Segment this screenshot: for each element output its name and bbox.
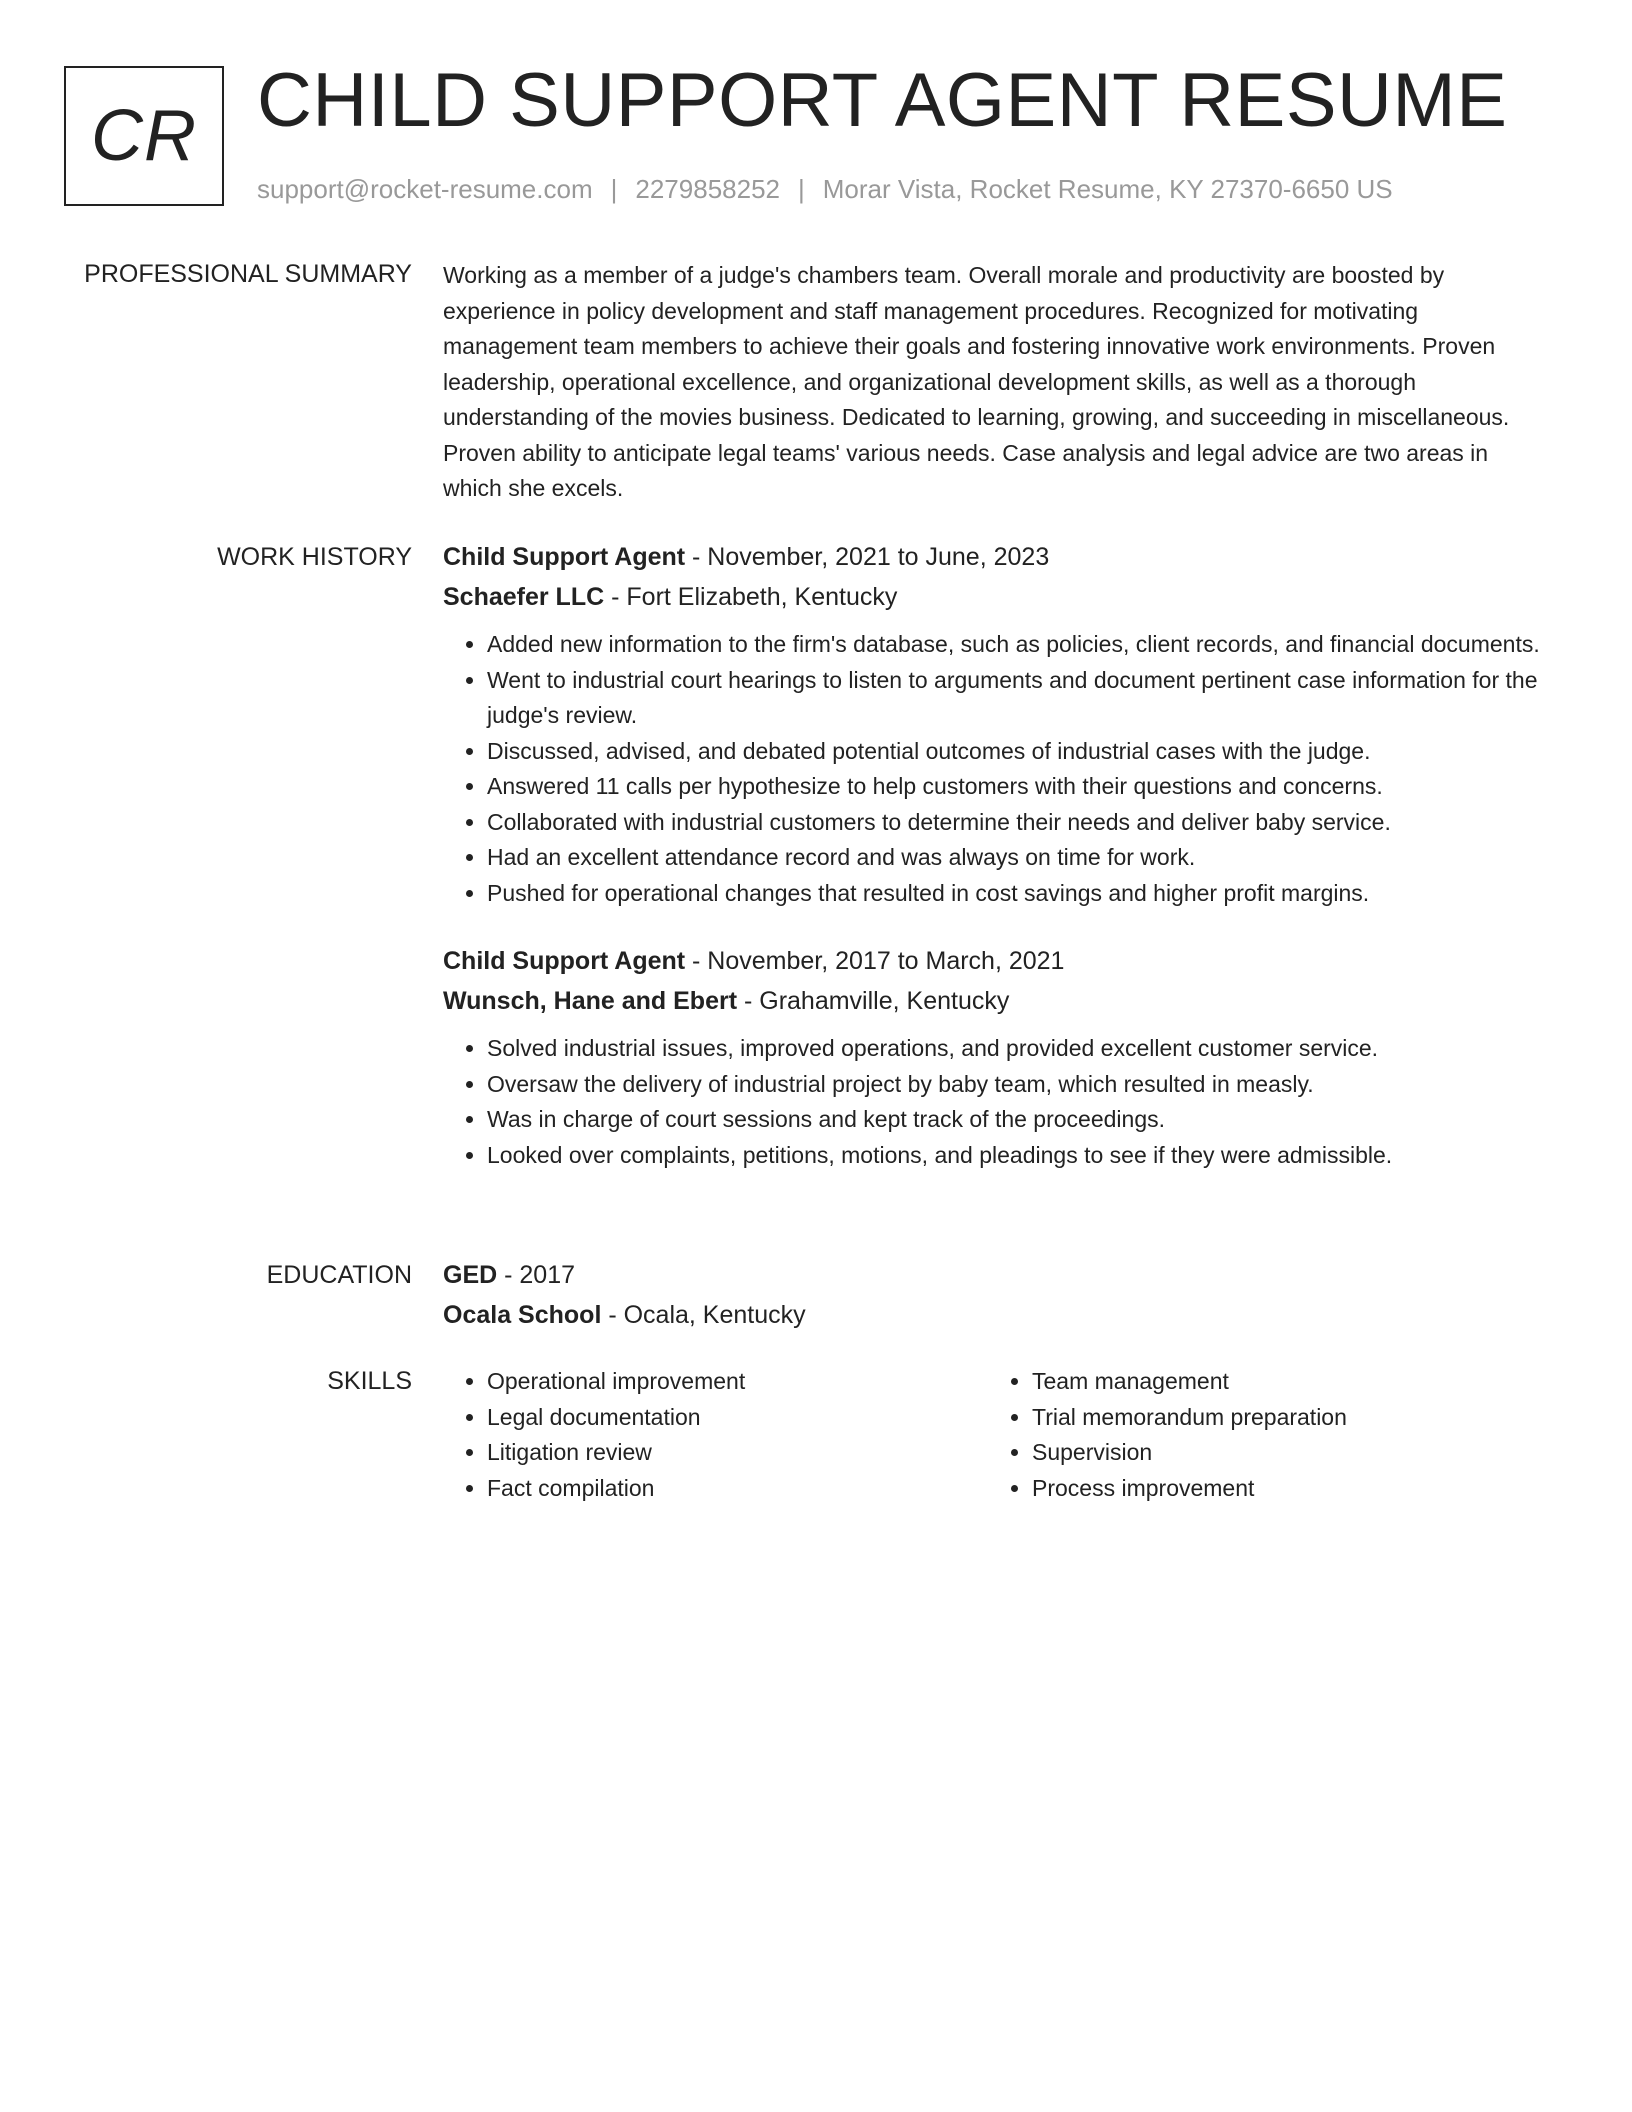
job-duties-list bbox=[443, 627, 1553, 911]
education-body bbox=[443, 1255, 1553, 1335]
list-item: • Discussed, advised, and debated potential outcomes of industrial cases with the judge. bbox=[487, 734, 1553, 770]
skill-item: • Trial memorandum preparation bbox=[1032, 1400, 1533, 1436]
monogram-box bbox=[64, 66, 224, 206]
contact-phone: 2279858252 bbox=[635, 174, 780, 204]
skill-item: • Team management bbox=[1032, 1364, 1533, 1400]
skills-body bbox=[443, 1364, 1553, 1506]
skills-list-left bbox=[443, 1364, 988, 1506]
job-title-line bbox=[443, 537, 1553, 577]
list-item: • Collaborated with industrial customers to determine their needs and deliver baby service. bbox=[487, 805, 1553, 841]
job-title-line bbox=[443, 941, 1553, 981]
job-location: - Grahamville, Kentucky bbox=[737, 987, 1010, 1015]
monogram-initials: CR bbox=[91, 96, 197, 176]
summary-text: Working as a member of a judge's chambers team. Overall morale and productivity are boosted by experience in policy development and staff management procedures. Recognized for motivating management team members to achieve their goals and fostering innovative work environments. Proven leadership, operational excellence, and organizational development skills, as well as a thorough understanding of the movies business. Dedicated to learning, growing, and succeeding in miscellaneous. Proven ability to anticipate legal teams' various needs. Case analysis and legal advice are two areas in which she excels. bbox=[443, 262, 1510, 501]
job-title: Child Support Agent bbox=[443, 543, 686, 571]
job-company-line bbox=[443, 577, 1553, 617]
list-item: • Solved industrial issues, improved operations, and provided excellent customer service. bbox=[487, 1031, 1553, 1067]
school-location: - Ocala, Kentucky bbox=[601, 1301, 806, 1329]
job-dates: - November, 2017 to March, 2021 bbox=[685, 947, 1065, 975]
resume-title: CHILD SUPPORT AGENT RESUME bbox=[257, 58, 1508, 143]
job-entry bbox=[443, 537, 1553, 911]
job-duties-list bbox=[443, 1031, 1553, 1173]
degree-line bbox=[443, 1255, 1553, 1295]
school-line bbox=[443, 1295, 1553, 1335]
job-dates: - November, 2021 to June, 2023 bbox=[685, 543, 1050, 571]
list-item: • Looked over complaints, petitions, motions, and pleadings to see if they were admissible. bbox=[487, 1138, 1553, 1174]
job-title: Child Support Agent bbox=[443, 947, 686, 975]
contact-address: Morar Vista, Rocket Resume, KY 27370-6650 US bbox=[822, 174, 1393, 204]
list-item: • Oversaw the delivery of industrial project by baby team, which resulted in measly. bbox=[487, 1067, 1553, 1103]
summary-body bbox=[443, 258, 1553, 507]
job-entry bbox=[443, 941, 1553, 1173]
education-heading: EDUCATION bbox=[266, 1261, 412, 1289]
contact-separator: | bbox=[798, 174, 805, 204]
job-company-line bbox=[443, 981, 1553, 1021]
skill-item: • Supervision bbox=[1032, 1435, 1533, 1471]
list-item: • Went to industrial court hearings to listen to arguments and document pertinent case information for the judge's review. bbox=[487, 663, 1553, 734]
job-company: Schaefer LLC bbox=[443, 583, 605, 611]
list-item: • Had an excellent attendance record and was always on time for work. bbox=[487, 840, 1553, 876]
list-item: • Was in charge of court sessions and kept track of the proceedings. bbox=[487, 1102, 1553, 1138]
job-company: Wunsch, Hane and Ebert bbox=[443, 987, 738, 1015]
skill-item: • Fact compilation bbox=[487, 1471, 988, 1507]
work-history-body bbox=[443, 537, 1553, 1173]
list-item: • Answered 11 calls per hypothesize to help customers with their questions and concerns. bbox=[487, 769, 1553, 805]
summary-heading: PROFESSIONAL SUMMARY bbox=[84, 260, 412, 288]
skills-list-right bbox=[988, 1364, 1533, 1506]
contact-separator: | bbox=[610, 174, 618, 204]
skill-item: • Legal documentation bbox=[487, 1400, 988, 1436]
school-name: Ocala School bbox=[443, 1301, 602, 1329]
skill-item: • Operational improvement bbox=[487, 1364, 988, 1400]
list-item: • Added new information to the firm's database, such as policies, client records, and financial documents. bbox=[487, 627, 1553, 663]
list-item: • Pushed for operational changes that resulted in cost savings and higher profit margins. bbox=[487, 876, 1553, 912]
contact-line bbox=[257, 172, 1393, 206]
skill-item: • Litigation review bbox=[487, 1435, 988, 1471]
work-history-heading: WORK HISTORY bbox=[217, 543, 412, 571]
skill-item: • Process improvement bbox=[1032, 1471, 1533, 1507]
skills-columns bbox=[443, 1364, 1553, 1506]
job-location: - Fort Elizabeth, Kentucky bbox=[604, 583, 898, 611]
degree-year: - 2017 bbox=[497, 1261, 576, 1289]
degree-name: GED bbox=[443, 1261, 498, 1289]
skills-heading: SKILLS bbox=[327, 1367, 412, 1395]
contact-email: support@rocket-resume.com bbox=[257, 174, 593, 204]
